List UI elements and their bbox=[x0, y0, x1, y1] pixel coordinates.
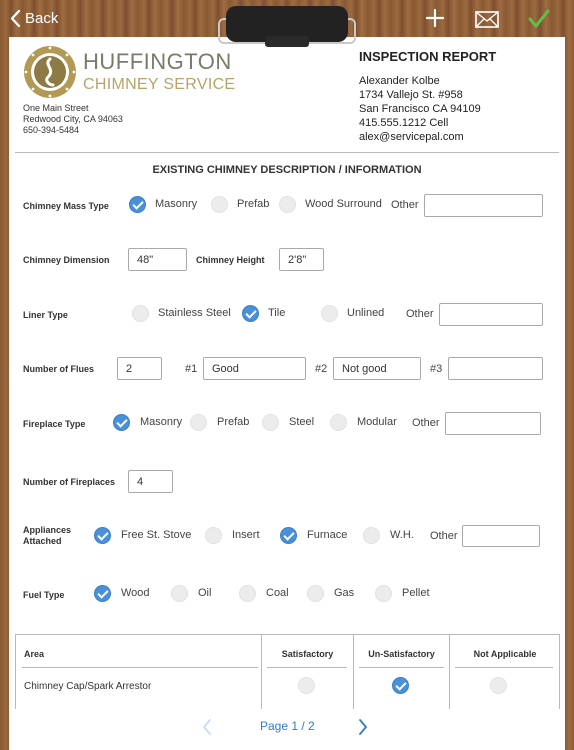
radio-fireplace-masonry[interactable] bbox=[113, 414, 130, 431]
radio-mass-prefab[interactable] bbox=[211, 196, 228, 213]
radio-fuel-wood[interactable] bbox=[94, 585, 111, 602]
section-title: EXISTING CHIMNEY DESCRIPTION / INFORMATION bbox=[152, 164, 422, 176]
option-label: Unlined bbox=[347, 307, 385, 319]
plus-icon[interactable] bbox=[425, 8, 445, 28]
flue2-label: #2 bbox=[315, 363, 328, 375]
company-name: HUFFINGTON bbox=[83, 49, 232, 74]
flues-count-input[interactable]: 2 bbox=[117, 357, 162, 380]
flue3-label: #3 bbox=[430, 363, 443, 375]
radio-fuel-pellet[interactable] bbox=[375, 585, 392, 602]
radio-appliance-furnace[interactable] bbox=[280, 527, 297, 544]
report-paper bbox=[9, 37, 565, 750]
table-divider bbox=[353, 635, 354, 714]
radio-row-satisfactory[interactable] bbox=[298, 677, 315, 694]
option-label: W.H. bbox=[390, 529, 414, 541]
fireplace-other-input[interactable] bbox=[445, 412, 541, 435]
option-label: Masonry bbox=[155, 198, 198, 210]
radio-fuel-gas[interactable] bbox=[307, 585, 324, 602]
option-label: Wood bbox=[121, 587, 150, 599]
radio-appliance-free-stove[interactable] bbox=[94, 527, 111, 544]
header-underline bbox=[267, 667, 347, 668]
mail-icon[interactable] bbox=[475, 11, 499, 28]
page-indicator: Page 1 / 2 bbox=[260, 719, 315, 733]
liner-other-label: Other bbox=[406, 308, 434, 320]
radio-appliance-wh[interactable] bbox=[363, 527, 380, 544]
company-address-2: Redwood City, CA 94063 bbox=[23, 114, 123, 124]
back-button[interactable] bbox=[10, 10, 58, 27]
option-label: Insert bbox=[232, 529, 260, 541]
report-title: INSPECTION REPORT bbox=[359, 49, 497, 64]
customer-email: alex@servicepal.com bbox=[359, 131, 464, 143]
clipboard-clip-tab bbox=[265, 36, 309, 47]
option-label: Furnace bbox=[307, 529, 348, 541]
option-label: Pellet bbox=[402, 587, 430, 599]
dimension-input[interactable]: 48" bbox=[128, 248, 187, 271]
fireplace-type-label: Fireplace Type bbox=[23, 419, 86, 429]
radio-liner-tile[interactable] bbox=[242, 305, 259, 322]
flue2-input[interactable]: Not good bbox=[333, 357, 421, 380]
option-label: Prefab bbox=[237, 198, 270, 210]
option-label: Free St. Stove bbox=[121, 529, 192, 541]
radio-fireplace-prefab[interactable] bbox=[190, 414, 207, 431]
inspection-table bbox=[15, 634, 560, 714]
radio-fireplace-modular[interactable] bbox=[330, 414, 347, 431]
mass-other-input[interactable] bbox=[424, 194, 543, 217]
chevron-left-icon bbox=[202, 719, 212, 735]
liner-other-input[interactable] bbox=[439, 303, 543, 326]
mass-type-label: Chimney Mass Type bbox=[23, 201, 109, 211]
appliances-other-label: Other bbox=[430, 530, 458, 542]
table-divider bbox=[449, 635, 450, 714]
flue1-input[interactable]: Good bbox=[203, 357, 306, 380]
customer-street: 1734 Vallejo St. #958 bbox=[359, 89, 463, 101]
option-label: Stainless Steel bbox=[158, 307, 231, 319]
table-divider bbox=[261, 635, 262, 714]
mass-other-label: Other bbox=[391, 199, 419, 211]
appliances-other-input[interactable] bbox=[462, 525, 540, 547]
flue3-input[interactable] bbox=[448, 357, 543, 380]
radio-appliance-insert[interactable] bbox=[205, 527, 222, 544]
fuel-type-label: Fuel Type bbox=[23, 590, 65, 600]
back-label: Back bbox=[25, 10, 59, 27]
fireplaces-count-input[interactable]: 4 bbox=[128, 470, 173, 493]
customer-city: San Francisco CA 94109 bbox=[359, 103, 481, 115]
option-label: Masonry bbox=[140, 416, 183, 428]
company-subtitle: CHIMNEY SERVICE bbox=[83, 76, 236, 93]
pager bbox=[9, 709, 565, 750]
chevron-right-icon[interactable] bbox=[358, 719, 368, 735]
radio-fuel-coal[interactable] bbox=[239, 585, 256, 602]
divider bbox=[15, 152, 559, 153]
company-address-1: One Main Street bbox=[23, 103, 89, 113]
radio-mass-wood-surround[interactable] bbox=[279, 196, 296, 213]
header-underline bbox=[22, 667, 258, 668]
flues-label: Number of Flues bbox=[23, 364, 95, 374]
appliances-label-2: Attached bbox=[23, 536, 62, 546]
option-label: Oil bbox=[198, 587, 212, 599]
customer-phone: 415.555.1212 Cell bbox=[359, 117, 449, 129]
company-logo bbox=[23, 45, 77, 99]
option-label: Coal bbox=[266, 587, 289, 599]
table-header-satisfactory: Satisfactory bbox=[281, 649, 334, 659]
chevron-left-icon bbox=[10, 10, 21, 27]
option-label: Steel bbox=[289, 416, 315, 428]
radio-fuel-oil[interactable] bbox=[171, 585, 188, 602]
checkmark-icon[interactable] bbox=[528, 9, 550, 29]
company-phone: 650-394-5484 bbox=[23, 125, 80, 135]
option-label: Modular bbox=[357, 416, 397, 428]
table-row-area: Chimney Cap/Spark Arrestor bbox=[24, 681, 152, 692]
fireplaces-label: Number of Fireplaces bbox=[23, 477, 116, 487]
table-header-unsatisfactory: Un-Satisfactory bbox=[368, 649, 435, 659]
height-input[interactable]: 2'8" bbox=[279, 248, 324, 271]
option-label: Gas bbox=[334, 587, 355, 599]
fireplace-other-label: Other bbox=[412, 417, 440, 429]
flue1-label: #1 bbox=[185, 363, 198, 375]
radio-mass-masonry[interactable] bbox=[129, 196, 146, 213]
option-label: Wood Surround bbox=[305, 198, 382, 210]
appliances-label-1: Appliances bbox=[23, 525, 72, 535]
header-underline bbox=[359, 667, 444, 668]
radio-liner-stainless[interactable] bbox=[132, 305, 149, 322]
table-header-area: Area bbox=[24, 649, 45, 659]
option-label: Prefab bbox=[217, 416, 250, 428]
radio-fireplace-steel[interactable] bbox=[262, 414, 279, 431]
height-label: Chimney Height bbox=[196, 255, 265, 265]
header-underline bbox=[455, 667, 553, 668]
option-label: Tile bbox=[268, 307, 286, 319]
dimension-label: Chimney Dimension bbox=[23, 255, 110, 265]
radio-row-unsatisfactory[interactable] bbox=[392, 677, 409, 694]
radio-liner-unlined[interactable] bbox=[321, 305, 338, 322]
customer-name: Alexander Kolbe bbox=[359, 75, 440, 87]
table-header-not-applicable: Not Applicable bbox=[473, 649, 537, 659]
liner-type-label: Liner Type bbox=[23, 310, 68, 320]
radio-row-not-applicable[interactable] bbox=[490, 677, 507, 694]
